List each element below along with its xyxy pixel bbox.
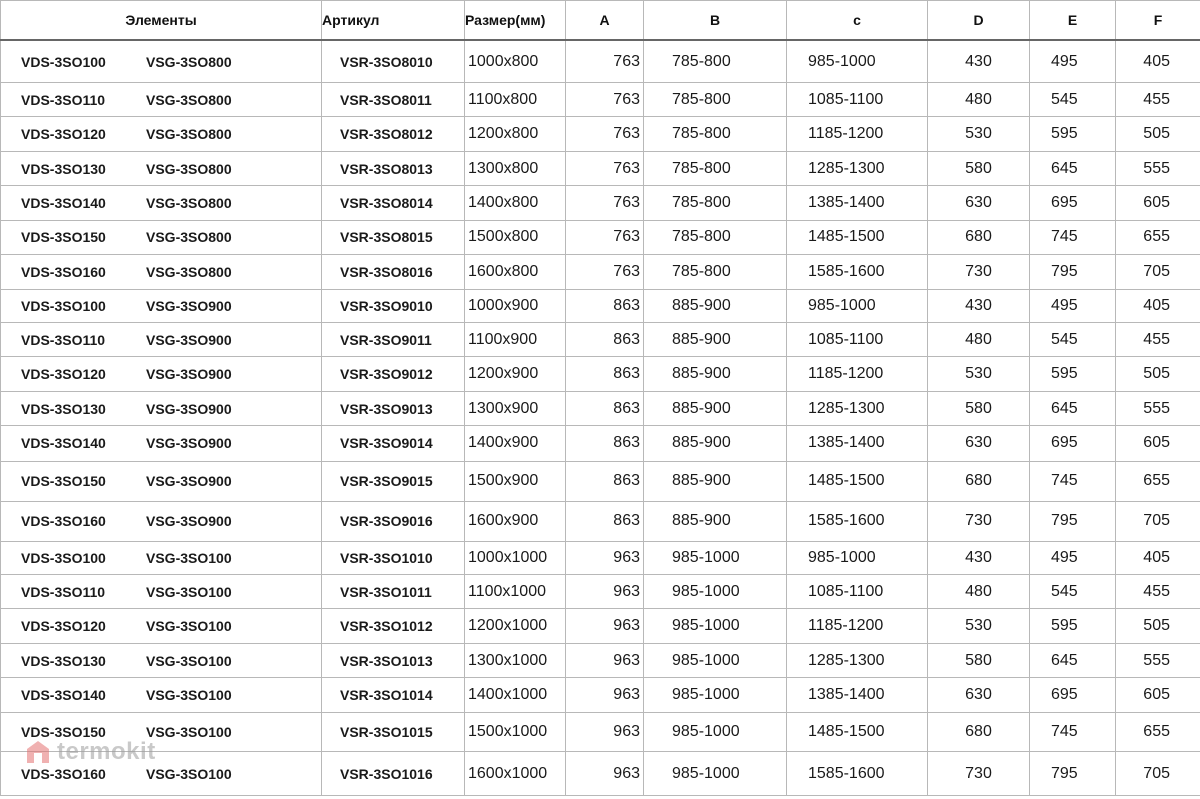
cell-f: 555 [1116, 643, 1200, 677]
cell-f: 405 [1116, 541, 1200, 574]
table-row [1, 678, 1200, 712]
cell-e: 745 [1030, 461, 1116, 502]
element-vsg: VSG-3SO900 [146, 297, 232, 314]
cell-size: 1000x1000 [465, 541, 566, 574]
cell-elements [1, 357, 322, 391]
cell-a: 763 [566, 117, 644, 151]
cell-elements [1, 575, 322, 609]
cell-elements [1, 151, 322, 185]
table-row [1, 186, 1200, 220]
cell-elements [1, 502, 322, 541]
cell-size: 1400x900 [465, 426, 566, 461]
cell-b: 785-800 [644, 83, 787, 117]
cell-b: 885-900 [644, 357, 787, 391]
cell-f: 705 [1116, 752, 1200, 796]
cell-e: 745 [1030, 220, 1116, 254]
cell-size: 1400x1000 [465, 678, 566, 712]
cell-d: 530 [928, 357, 1030, 391]
table-row [1, 575, 1200, 609]
cell-size: 1600x900 [465, 502, 566, 541]
cell-article: VSR-3SO1011 [322, 575, 465, 609]
cell-d: 730 [928, 502, 1030, 541]
cell-size: 1000x900 [465, 289, 566, 322]
cell-a: 963 [566, 541, 644, 574]
element-vds: VDS-3SO100 [21, 297, 106, 314]
cell-c: 1385-1400 [787, 186, 928, 220]
cell-a: 963 [566, 678, 644, 712]
element-vds: VDS-3SO130 [21, 160, 106, 177]
element-vsg: VSG-3SO900 [146, 366, 232, 383]
cell-b: 785-800 [644, 151, 787, 185]
cell-f: 505 [1116, 117, 1200, 151]
cell-b: 885-900 [644, 289, 787, 322]
element-vds: VDS-3SO140 [21, 435, 106, 452]
table-row [1, 220, 1200, 254]
cell-c: 1185-1200 [787, 117, 928, 151]
cell-size: 1300x900 [465, 391, 566, 425]
cell-a: 863 [566, 357, 644, 391]
cell-a: 863 [566, 502, 644, 541]
table-row [1, 752, 1200, 796]
cell-f: 505 [1116, 609, 1200, 643]
element-vds: VDS-3SO160 [21, 513, 106, 530]
cell-b: 985-1000 [644, 678, 787, 712]
cell-d: 430 [928, 40, 1030, 83]
cell-elements [1, 40, 322, 83]
cell-f: 705 [1116, 255, 1200, 289]
cell-size: 1500x1000 [465, 712, 566, 751]
cell-b: 885-900 [644, 322, 787, 356]
element-vds: VDS-3SO140 [21, 687, 106, 704]
cell-b: 785-800 [644, 255, 787, 289]
cell-d: 430 [928, 289, 1030, 322]
cell-article: VSR-3SO9015 [322, 461, 465, 502]
cell-f: 505 [1116, 357, 1200, 391]
element-vds: VDS-3SO110 [21, 331, 106, 348]
element-vsg: VSG-3SO900 [146, 473, 232, 490]
cell-size: 1600x1000 [465, 752, 566, 796]
cell-a: 763 [566, 151, 644, 185]
cell-d: 680 [928, 712, 1030, 751]
cell-b: 885-900 [644, 461, 787, 502]
element-vds: VDS-3SO150 [21, 473, 106, 490]
element-vsg: VSG-3SO900 [146, 331, 232, 348]
cell-d: 530 [928, 609, 1030, 643]
cell-a: 963 [566, 752, 644, 796]
table-row [1, 712, 1200, 751]
cell-elements [1, 391, 322, 425]
cell-elements [1, 322, 322, 356]
cell-article: VSR-3SO1015 [322, 712, 465, 751]
cell-a: 763 [566, 40, 644, 83]
cell-d: 480 [928, 322, 1030, 356]
cell-f: 555 [1116, 151, 1200, 185]
cell-e: 695 [1030, 678, 1116, 712]
cell-article: VSR-3SO9013 [322, 391, 465, 425]
header-row [1, 1, 1200, 41]
element-vds: VDS-3SO130 [21, 400, 106, 417]
element-vsg: VSG-3SO800 [146, 126, 232, 143]
cell-c: 1285-1300 [787, 151, 928, 185]
cell-c: 1285-1300 [787, 643, 928, 677]
element-vsg: VSG-3SO800 [146, 195, 232, 211]
element-vsg: VSG-3SO100 [146, 652, 232, 669]
cell-c: 1385-1400 [787, 678, 928, 712]
cell-d: 580 [928, 151, 1030, 185]
cell-size: 1300x1000 [465, 643, 566, 677]
table-row [1, 255, 1200, 289]
table-body [1, 40, 1200, 796]
element-vsg: VSG-3SO100 [146, 549, 232, 566]
element-vsg: VSG-3SO800 [146, 160, 232, 177]
element-vsg: VSG-3SO900 [146, 400, 232, 417]
table-row [1, 40, 1200, 83]
cell-b: 885-900 [644, 391, 787, 425]
cell-article: VSR-3SO9010 [322, 289, 465, 322]
element-vsg: VSG-3SO800 [146, 53, 232, 70]
cell-article: VSR-3SO9012 [322, 357, 465, 391]
element-vds: VDS-3SO160 [21, 263, 106, 280]
cell-article: VSR-3SO8010 [322, 40, 465, 83]
element-vds: VDS-3SO110 [21, 91, 106, 108]
cell-d: 730 [928, 255, 1030, 289]
cell-f: 705 [1116, 502, 1200, 541]
cell-f: 605 [1116, 426, 1200, 461]
cell-size: 1300x800 [465, 151, 566, 185]
cell-b: 785-800 [644, 186, 787, 220]
element-vsg: VSG-3SO100 [146, 765, 232, 782]
cell-f: 455 [1116, 575, 1200, 609]
cell-d: 580 [928, 643, 1030, 677]
cell-size: 1500x800 [465, 220, 566, 254]
cell-a: 863 [566, 426, 644, 461]
cell-f: 405 [1116, 289, 1200, 322]
cell-article: VSR-3SO1010 [322, 541, 465, 574]
cell-article: VSR-3SO8013 [322, 151, 465, 185]
cell-e: 595 [1030, 117, 1116, 151]
cell-f: 455 [1116, 83, 1200, 117]
cell-a: 963 [566, 575, 644, 609]
table-row [1, 83, 1200, 117]
element-vds: VDS-3SO160 [21, 765, 106, 782]
element-vds: VDS-3SO110 [21, 583, 106, 600]
cell-a: 763 [566, 186, 644, 220]
element-vds: VDS-3SO100 [21, 549, 106, 566]
cell-e: 645 [1030, 151, 1116, 185]
cell-article: VSR-3SO8014 [322, 186, 465, 220]
cell-article: VSR-3SO9014 [322, 426, 465, 461]
cell-e: 595 [1030, 357, 1116, 391]
cell-d: 730 [928, 752, 1030, 796]
header-c: c [787, 1, 928, 41]
cell-f: 605 [1116, 678, 1200, 712]
cell-article: VSR-3SO8016 [322, 255, 465, 289]
cell-d: 680 [928, 461, 1030, 502]
cell-size: 1000x800 [465, 40, 566, 83]
cell-elements [1, 752, 322, 796]
cell-c: 1485-1500 [787, 220, 928, 254]
cell-d: 630 [928, 186, 1030, 220]
cell-d: 680 [928, 220, 1030, 254]
cell-size: 1400x800 [465, 186, 566, 220]
cell-c: 1285-1300 [787, 391, 928, 425]
cell-f: 555 [1116, 391, 1200, 425]
header-f: F [1116, 1, 1200, 41]
cell-article: VSR-3SO1013 [322, 643, 465, 677]
cell-elements [1, 426, 322, 461]
cell-elements [1, 609, 322, 643]
header-e: E [1030, 1, 1116, 41]
cell-e: 495 [1030, 289, 1116, 322]
table-row [1, 643, 1200, 677]
cell-a: 863 [566, 391, 644, 425]
cell-d: 480 [928, 83, 1030, 117]
cell-a: 763 [566, 220, 644, 254]
element-vsg: VSG-3SO800 [146, 229, 232, 246]
cell-c: 1085-1100 [787, 575, 928, 609]
element-vsg: VSG-3SO800 [146, 263, 232, 280]
cell-elements [1, 712, 322, 751]
element-vds: VDS-3SO150 [21, 229, 106, 246]
cell-e: 745 [1030, 712, 1116, 751]
header-d: D [928, 1, 1030, 41]
table-row [1, 151, 1200, 185]
cell-b: 985-1000 [644, 643, 787, 677]
cell-b: 785-800 [644, 117, 787, 151]
table-row [1, 391, 1200, 425]
element-vds: VDS-3SO140 [21, 195, 106, 211]
element-vsg: VSG-3SO100 [146, 687, 232, 704]
element-vsg: VSG-3SO900 [146, 513, 232, 530]
element-vds: VDS-3SO120 [21, 126, 106, 143]
cell-e: 795 [1030, 255, 1116, 289]
element-vds: VDS-3SO120 [21, 618, 106, 635]
cell-f: 405 [1116, 40, 1200, 83]
cell-c: 1085-1100 [787, 83, 928, 117]
cell-elements [1, 461, 322, 502]
cell-c: 985-1000 [787, 40, 928, 83]
table-row [1, 357, 1200, 391]
cell-b: 885-900 [644, 426, 787, 461]
element-vsg: VSG-3SO900 [146, 435, 232, 452]
cell-e: 795 [1030, 752, 1116, 796]
cell-f: 455 [1116, 322, 1200, 356]
element-vsg: VSG-3SO100 [146, 618, 232, 635]
cell-elements [1, 186, 322, 220]
cell-d: 480 [928, 575, 1030, 609]
cell-f: 655 [1116, 220, 1200, 254]
header-a: A [566, 1, 644, 41]
cell-e: 645 [1030, 643, 1116, 677]
header-b: B [644, 1, 787, 41]
cell-a: 763 [566, 83, 644, 117]
watermark-text: termokit [57, 738, 156, 765]
cell-c: 985-1000 [787, 541, 928, 574]
cell-size: 1100x800 [465, 83, 566, 117]
cell-article: VSR-3SO9016 [322, 502, 465, 541]
cell-size: 1200x900 [465, 357, 566, 391]
cell-elements [1, 643, 322, 677]
cell-a: 863 [566, 322, 644, 356]
element-vds: VDS-3SO130 [21, 652, 106, 669]
cell-size: 1200x800 [465, 117, 566, 151]
cell-c: 1485-1500 [787, 461, 928, 502]
cell-d: 530 [928, 117, 1030, 151]
cell-size: 1100x900 [465, 322, 566, 356]
element-vds: VDS-3SO100 [21, 53, 106, 70]
cell-size: 1200x1000 [465, 609, 566, 643]
cell-size: 1500x900 [465, 461, 566, 502]
cell-elements [1, 678, 322, 712]
cell-e: 595 [1030, 609, 1116, 643]
cell-c: 1385-1400 [787, 426, 928, 461]
cell-b: 985-1000 [644, 541, 787, 574]
table-row [1, 117, 1200, 151]
cell-e: 495 [1030, 541, 1116, 574]
cell-elements [1, 83, 322, 117]
element-vsg: VSG-3SO100 [146, 583, 232, 600]
cell-a: 863 [566, 461, 644, 502]
cell-article: VSR-3SO8011 [322, 83, 465, 117]
cell-b: 985-1000 [644, 712, 787, 751]
cell-d: 580 [928, 391, 1030, 425]
element-vsg: VSG-3SO800 [146, 91, 232, 108]
cell-e: 545 [1030, 83, 1116, 117]
cell-article: VSR-3SO9011 [322, 322, 465, 356]
cell-c: 1085-1100 [787, 322, 928, 356]
table-row [1, 502, 1200, 541]
cell-e: 645 [1030, 391, 1116, 425]
cell-b: 885-900 [644, 502, 787, 541]
cell-elements [1, 220, 322, 254]
cell-article: VSR-3SO1016 [322, 752, 465, 796]
cell-article: VSR-3SO1014 [322, 678, 465, 712]
cell-a: 863 [566, 289, 644, 322]
table-row [1, 289, 1200, 322]
cell-article: VSR-3SO8015 [322, 220, 465, 254]
cell-e: 695 [1030, 426, 1116, 461]
cell-b: 785-800 [644, 220, 787, 254]
cell-f: 655 [1116, 461, 1200, 502]
element-vsg: VSG-3SO100 [146, 723, 232, 740]
cell-c: 1185-1200 [787, 357, 928, 391]
cell-e: 695 [1030, 186, 1116, 220]
header-article: Артикул [322, 1, 465, 41]
cell-article: VSR-3SO8012 [322, 117, 465, 151]
header-elements: Элементы [1, 1, 322, 41]
cell-c: 1585-1600 [787, 502, 928, 541]
cell-d: 630 [928, 426, 1030, 461]
cell-e: 795 [1030, 502, 1116, 541]
table-row [1, 461, 1200, 502]
cell-e: 545 [1030, 575, 1116, 609]
cell-b: 985-1000 [644, 752, 787, 796]
cell-a: 963 [566, 609, 644, 643]
cell-a: 963 [566, 712, 644, 751]
cell-c: 1585-1600 [787, 752, 928, 796]
element-vds: VDS-3SO120 [21, 366, 106, 383]
cell-article: VSR-3SO1012 [322, 609, 465, 643]
cell-c: 1585-1600 [787, 255, 928, 289]
cell-d: 630 [928, 678, 1030, 712]
table-row [1, 541, 1200, 574]
cell-elements [1, 255, 322, 289]
table-row [1, 609, 1200, 643]
cell-a: 763 [566, 255, 644, 289]
cell-f: 655 [1116, 712, 1200, 751]
cell-size: 1100x1000 [465, 575, 566, 609]
cell-size: 1600x800 [465, 255, 566, 289]
cell-f: 605 [1116, 186, 1200, 220]
element-vds: VDS-3SO150 [21, 723, 106, 740]
cell-c: 985-1000 [787, 289, 928, 322]
cell-c: 1185-1200 [787, 609, 928, 643]
cell-elements [1, 541, 322, 574]
cell-c: 1485-1500 [787, 712, 928, 751]
cell-b: 985-1000 [644, 609, 787, 643]
cell-b: 785-800 [644, 40, 787, 83]
table-row [1, 426, 1200, 461]
cell-elements [1, 117, 322, 151]
cell-e: 495 [1030, 40, 1116, 83]
cell-d: 430 [928, 541, 1030, 574]
cell-b: 985-1000 [644, 575, 787, 609]
cell-a: 963 [566, 643, 644, 677]
header-size: Размер(мм) [465, 1, 566, 41]
cell-elements [1, 289, 322, 322]
cell-e: 545 [1030, 322, 1116, 356]
table-row [1, 322, 1200, 356]
